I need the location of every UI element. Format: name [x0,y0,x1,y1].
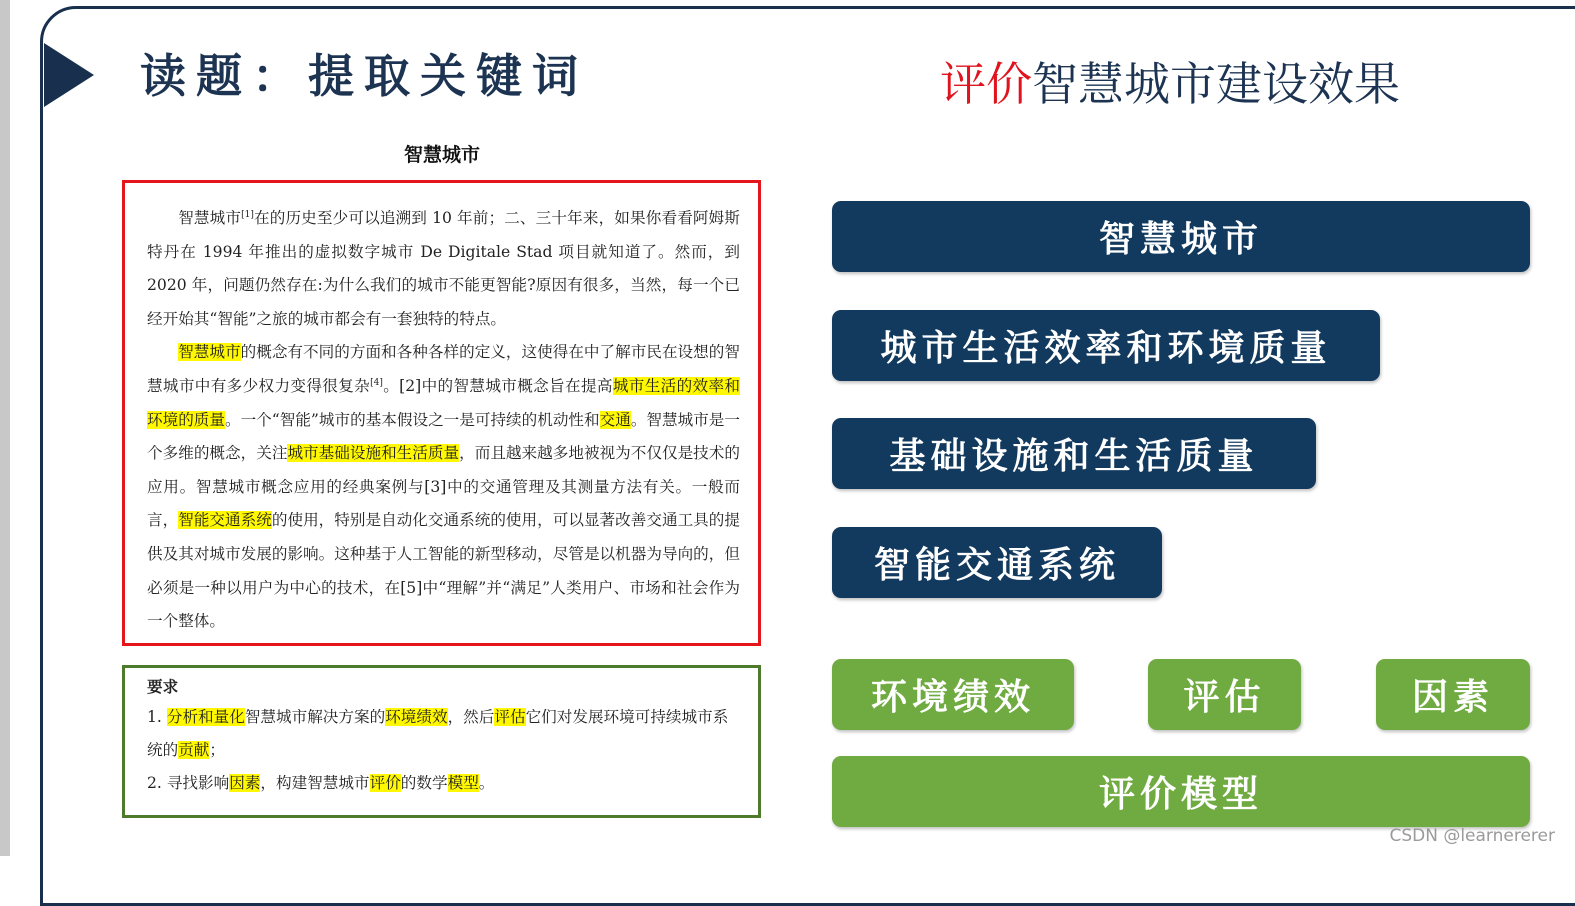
highlight: 智慧城市 [178,343,241,362]
keyword-evaluation-model: 评价模型 [832,756,1530,827]
highlight: 环境绩效 [385,708,448,726]
keyword-factors: 因素 [1376,659,1530,730]
title-arrow-icon [44,43,94,107]
highlight: 城市生活的效率和环境的质量 [147,376,740,429]
keyword-infrastructure: 基础设施和生活质量 [832,418,1316,489]
requirements-title: 要求 [147,678,179,696]
keyword-efficiency-environment: 城市生活效率和环境质量 [832,310,1380,381]
document-title: 智慧城市 [403,144,480,166]
requirement-item-1: 1. 分析和量化智慧城市解决方案的环境绩效，然后评估它们对发展环境可持续城市系统的贡献； [147,708,729,760]
passage-paragraph-2: 智慧城市的概念有不同的方面和各种各样的定义，这使得在中了解市民在设想的智慧城市中有多少权力变得很复杂[4]。[2]中的智慧城市概念旨在提高城市生活的效率和环境的质量。一个“智能”城市的基本假设之一是可持续的机动性和交通。智慧城市是一个多维的概念，关注城市基础设施和生活质量，而且越来越多地被视为不仅仅是技术的应用。智慧城市概念应用的经典案例与[3]中的交通管理及其测量方法有关。一般而言，智能交通系统的使用，特别是自动化交通系统的使用，可以显著改善交通工具的提供及其对城市发展的影响。这种基于人工智能的新型移动，尽管是以机器为导向的，但必须是一种以用户为中心的技术，在[5]中“理解”并“满足”人类用户、市场和社会作为一个整体。 [147,343,740,631]
keyword-evaluate: 评估 [1148,659,1301,730]
slide-title: 读题：提取关键词 [140,49,588,103]
keyword-intelligent-transport: 智能交通系统 [832,527,1162,598]
highlight: 交通 [599,410,631,429]
keyword-smart-city: 智慧城市 [832,201,1530,272]
headline-emphasis: 评价 [940,57,1032,111]
passage-paragraph-1: 智慧城市[1]在的历史至少可以追溯到 10 年前；二、三十年来，如果你看看阿姆斯特丹在 1994 年推出的虚拟数字城市 De Digitale Stad 项目就知道了。然而，到 2020 年，问题仍然存在:为什么我们的城市不能更智能?原因有很多，当然，每一个已经开始其“智能”之旅的城市都会有一套独特的特点。 [147,209,740,328]
requirements-box [122,665,761,818]
highlight: 评估 [494,708,526,726]
passage-box [122,180,761,646]
watermark: CSDN @learnererer [1389,826,1555,846]
highlight: 因素 [229,774,261,793]
headline [940,48,1400,114]
highlight: 智能交通系统 [178,511,272,530]
requirement-item-2: 2. 寻找影响因素，构建智慧城市评价的数学模型。 [147,774,495,793]
left-scroll-strip [0,0,10,856]
highlight: 评价 [369,774,401,793]
highlight: 城市基础设施和生活质量 [287,444,460,463]
highlight: 贡献 [178,741,210,760]
highlight: 分析和量化 [166,708,245,726]
highlight: 模型 [447,774,479,793]
keyword-environmental-performance: 环境绩效 [832,659,1074,730]
headline-rest: 智慧城市建设效果 [1032,57,1400,111]
